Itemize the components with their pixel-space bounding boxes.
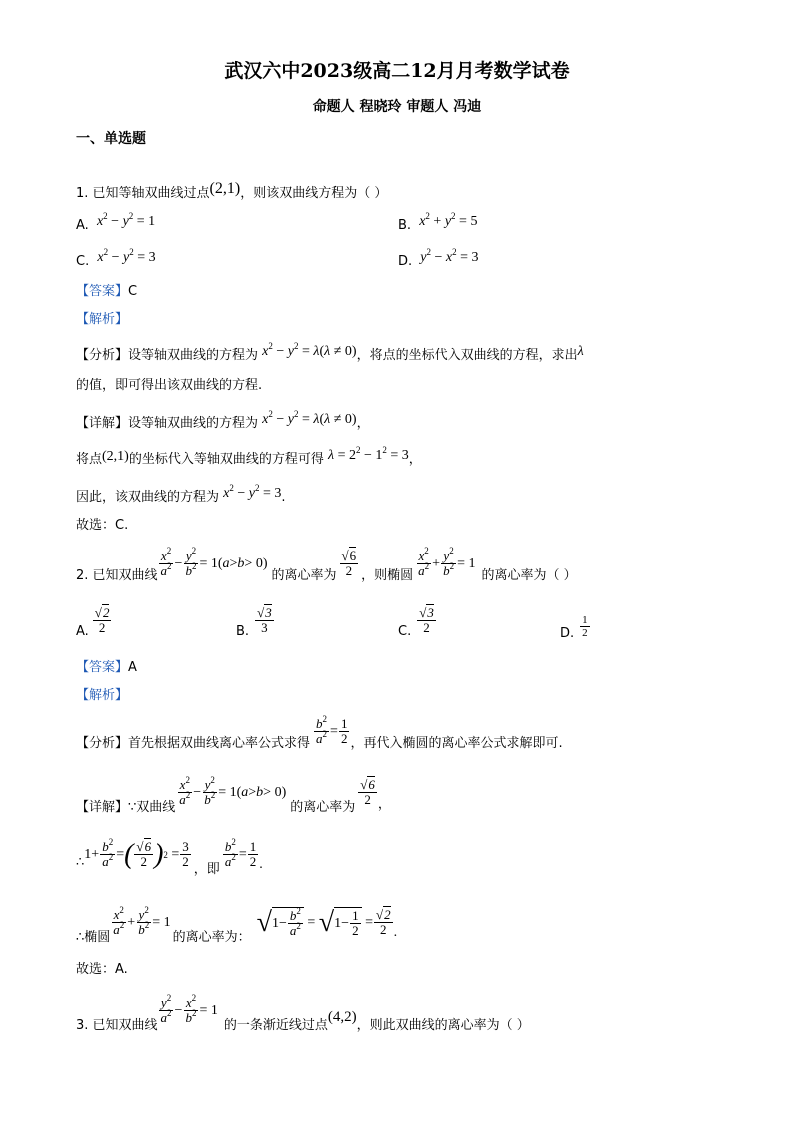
q2-option-b-label: B. <box>236 624 250 639</box>
q2-stem-pre: 2. 已知双曲线 <box>76 568 158 583</box>
q1-stem-pre: 1. 已知等轴双曲线过点 <box>76 186 210 201</box>
q1-option-b-label: B. <box>398 218 412 233</box>
q3-stem-mid: 的一条渐近线过点 <box>223 1018 328 1033</box>
q2-answer-value: A <box>128 660 137 675</box>
q1-fenxi-tag: 【分析】 <box>76 348 129 363</box>
q1-line3-pre: 因此，该双曲线的方程为 <box>76 490 220 505</box>
q1-line2-point: (2,1) <box>102 449 129 464</box>
q1-line2-pre: 将点 <box>76 452 103 467</box>
q2-answer <box>76 656 137 675</box>
q1-stem <box>76 180 387 201</box>
q2-xiangjie-line3: ∴椭圆 $\frac{x^2}{a^2}$ + $\frac{y^2}{b^2}$ = 1 的离心率为： √ 1− $\frac{b^2}{a^2}$ = √ 1− $\frac{1}{2}$ = $\frac{√2}{2}$ . <box>76 904 398 945</box>
q2-fenxi-text1: 首先根据双曲线离心率公式求得 <box>128 736 311 751</box>
q1-line3-end: . <box>281 490 286 505</box>
q1-point: (2,1) <box>209 180 241 197</box>
q1-answer-tag: 【答案】 <box>76 284 129 299</box>
q1-option-a-label: A. <box>76 218 89 233</box>
q1-fenxi-text2: ，将点的坐标代入双曲线的方程，求出 <box>356 348 578 363</box>
q2-stem-mid2: ，则椭圆 <box>361 568 414 583</box>
q2-option-d: D. $\frac{1}{2}$ <box>560 613 588 641</box>
q1-option-b: B. $x^2 + y^2 = 5$ <box>398 211 478 233</box>
q1-answer <box>76 280 137 299</box>
q2-answer-tag: 【答案】 <box>76 660 129 675</box>
q2-line3-end: . <box>393 924 398 940</box>
q2-fenxi-tag: 【分析】 <box>76 736 129 751</box>
q1-option-d-label: D. <box>398 254 413 269</box>
section-heading: 一、单选题 <box>76 131 146 147</box>
q2-fenxi-text2: ，再代入椭圆的离心率公式求解即可. <box>350 736 563 751</box>
q2-option-a-label: A. <box>76 624 89 639</box>
q3-stem: 3. 已知双曲线 $\frac{y^2}{a^2}$ − $\frac{x^2}{b^2}$ = 1 的一条渐近线过点 (4,2) ，则此双曲线的离心率为（ ） <box>76 992 530 1033</box>
q2-line3-mid: 的离心率为： <box>172 930 251 945</box>
q2-xiangjie: 【详解】∵双曲线 $\frac{x^2}{a^2}$ − $\frac{y^2}{b^2}$ = 1( a > b > 0) 的离心率为 $\frac{√6}{2}$ ， <box>76 774 391 815</box>
q2-xiangjie-text1: ∵双曲线 <box>128 800 176 815</box>
q1-xiangjie-text1: 设等轴双曲线的方程为 <box>128 416 259 431</box>
q2-xiangjie-text2: 的离心率为 <box>290 800 356 815</box>
q2-xiangjie-line2: ∴ 1+ $\frac{b^2}{a^2}$ = ( $\frac{√6}{2}$ ) 2 = $\frac{3}{2}$ ，即 $\frac{b^2}{a^2}$ = $\frac{1}{2}$ . <box>76 836 263 877</box>
q1-stem-post: ，则该双曲线方程为（ ） <box>240 186 388 201</box>
q2-line2-pre: ∴ <box>76 853 85 869</box>
q2-option-d-label: D. <box>560 626 575 641</box>
q1-xiangjie-line2: 将点(2,1)的坐标代入等轴双曲线的方程可得 $\lambda = 2^2 - 1^2 = 3$， <box>76 445 422 467</box>
q2-option-b: B. $\frac{√3}{3}$ <box>236 604 272 639</box>
q1-option-c: C. $x^2 - y^2 = 3$ <box>76 247 156 269</box>
q2-xiangjie-tag: 【详解】 <box>76 800 129 815</box>
q1-xiangjie-tag: 【详解】 <box>76 416 129 431</box>
q1-line2-mid: 的坐标代入等轴双曲线的方程可得 <box>128 452 324 467</box>
q2-select: 故选：A. <box>76 962 128 977</box>
q1-option-d: D. $y^2 - x^2 = 3$ <box>398 247 479 269</box>
q1-answer-value: C <box>128 284 138 299</box>
page-subtitle: 命题人 程晓玲 审题人 冯迪 <box>312 99 482 115</box>
q1-xiangjie: 【详解】设等轴双曲线的方程为 $x^2 - y^2 = \lambda(\lambda \ne 0)$， <box>76 409 370 431</box>
q2-stem-post: 的离心率为（ ） <box>481 568 577 583</box>
q3-stem-post: ，则此双曲线的离心率为（ ） <box>356 1018 530 1033</box>
q3-point: (4,2) <box>327 1009 357 1025</box>
q1-fenxi: 【分析】设等轴双曲线的方程为 $x^2 - y^2 = \lambda(\lambda \ne 0)$，将点的坐标代入双曲线的方程，求出λ <box>76 341 584 363</box>
q2-xiangjie-text3: ， <box>377 797 391 812</box>
q2-analysis-tag: 【解析】 <box>76 688 129 703</box>
q1-analysis-tag: 【解析】 <box>76 312 129 327</box>
q1-option-c-label: C. <box>76 254 90 269</box>
q1-xiangjie-end: ， <box>356 416 370 431</box>
q2-option-c: C. $\frac{√3}{2}$ <box>398 604 434 639</box>
q1-fenxi-text1: 设等轴双曲线的方程为 <box>128 348 259 363</box>
q2-line3-pre: ∴椭圆 <box>76 930 111 945</box>
q2-fenxi: 【分析】首先根据双曲线离心率公式求得 $\frac{b^2}{a^2}$ = $\frac{1}{2}$ ，再代入椭圆的离心率公式求解即可. <box>76 713 563 751</box>
q2-stem-mid: 的离心率为 <box>271 568 337 583</box>
q3-stem-pre: 3. 已知双曲线 <box>76 1018 158 1033</box>
q1-option-a: A. $x^2 - y^2 = 1$ <box>76 211 156 233</box>
page-title: 武汉六中2023级高二12月月考数学试卷 <box>224 60 570 82</box>
q1-xiangjie-line3: 因此，该双曲线的方程为 $x^2 - y^2 = 3$. <box>76 483 286 505</box>
q1-line2-end: ， <box>408 452 422 467</box>
q1-select: 故选：C. <box>76 518 129 533</box>
q2-option-a: A. $\frac{√2}{2}$ <box>76 604 110 639</box>
q1-fenxi-line2: 的值，即可得出该双曲线的方程. <box>76 378 263 393</box>
q2-stem: 2. 已知双曲线 $\frac{x^2}{a^2}$ − $\frac{y^2}{b^2}$ = 1( a > b > 0) 的离心率为 $\frac{√6}{2}$ ，则椭圆 $\frac{x^2}{a^2}$ + $\frac{y^2}{b^2}$ = 1 的离心率为（ ） <box>76 545 577 583</box>
q2-option-c-label: C. <box>398 624 412 639</box>
q2-line2-mid: ，即 <box>193 862 220 877</box>
q2-line2-end: . <box>259 856 263 872</box>
